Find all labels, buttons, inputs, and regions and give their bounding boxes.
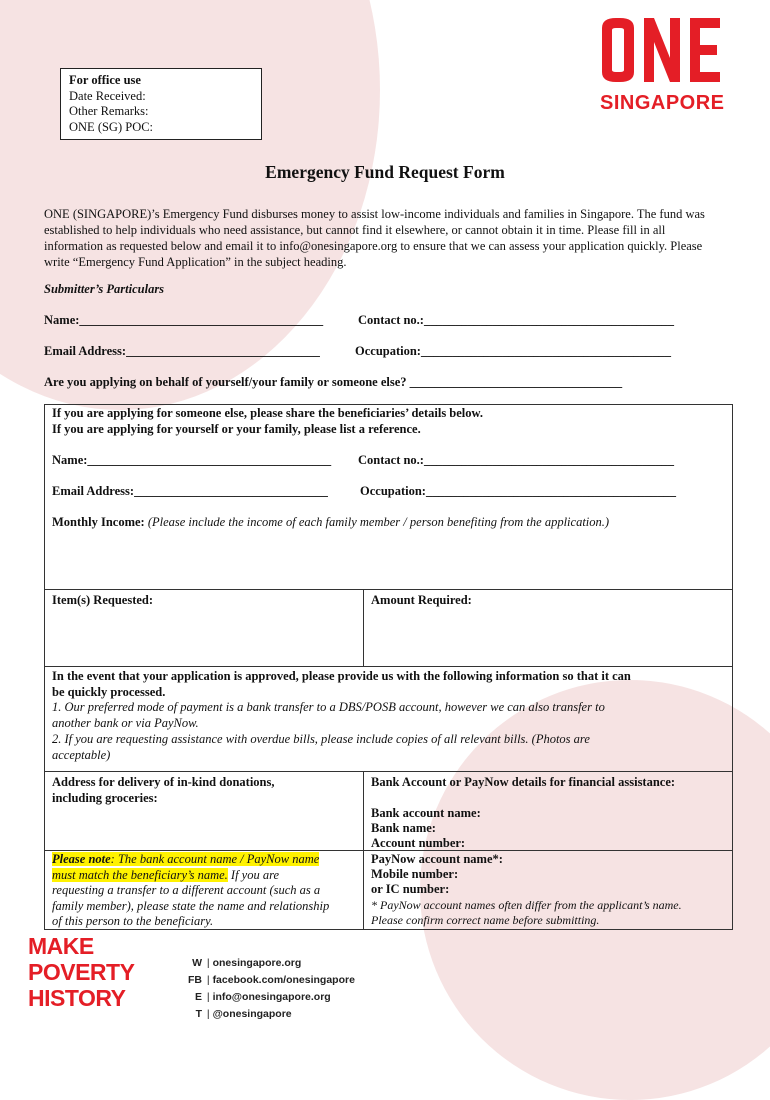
make-poverty-history-logo bbox=[28, 933, 134, 1011]
paynow-footnote-2: Please confirm correct name before submitting. bbox=[371, 913, 600, 927]
monthly-income-row[interactable] bbox=[52, 515, 609, 530]
submitter-name-field[interactable]: Name:_______________________________________ bbox=[44, 313, 324, 327]
amount-required-label: Amount Required: bbox=[371, 593, 472, 607]
form-title: Emergency Fund Request Form bbox=[265, 162, 505, 182]
beneficiary-contact-field[interactable]: Contact no.:________________________________________ bbox=[358, 453, 674, 467]
facebook-label: FB bbox=[188, 974, 202, 986]
delivery-label-1: Address for delivery of in-kind donations, bbox=[52, 775, 275, 789]
beneficiary-name-field[interactable]: Name:_______________________________________ bbox=[52, 453, 332, 467]
paynow-footnote-1: * PayNow account names often differ from the applicant’s name. bbox=[371, 898, 682, 912]
contact-email[interactable]: E | info@onesingapore.org bbox=[180, 989, 355, 1006]
please-note-highlight-2: must match the beneficiary’s name. bbox=[52, 867, 228, 882]
beneficiary-instruction-1: If you are applying for someone else, please share the beneficiaries’ details below. bbox=[52, 406, 483, 420]
email-label: E bbox=[194, 991, 202, 1003]
twitter-label: T bbox=[195, 1008, 202, 1020]
submitter-occupation-field[interactable]: Occupation:________________________________________ bbox=[355, 344, 671, 358]
make-text: MAKE bbox=[28, 933, 94, 959]
approval-line-1: In the event that your application is approved, please provide us with the following information so that it can bbox=[52, 669, 631, 683]
approval-note-1a: 1. Our preferred mode of payment is a bank transfer to a DBS/POSB account, however we can also transfer to bbox=[52, 700, 605, 714]
please-note-highlight-1: : The bank account name / PayNow name bbox=[110, 852, 320, 866]
please-note-rest-3: family member), please state the name and relationship bbox=[52, 898, 330, 913]
bank-account-name-label: Bank account name: bbox=[371, 806, 481, 820]
please-note-rest-4: of this person to the beneficiary. bbox=[52, 914, 214, 928]
beneficiary-email-field[interactable]: Email Address:_______________________________ bbox=[52, 484, 328, 498]
date-received-label: Date Received: bbox=[69, 88, 146, 103]
website-value: onesingapore.org bbox=[212, 957, 302, 969]
approval-line-2: be quickly processed. bbox=[52, 685, 166, 699]
logo-singapore-text: SINGAPORE bbox=[600, 92, 725, 114]
contact-facebook[interactable]: FB | facebook.com/onesingapore bbox=[180, 972, 355, 989]
please-note-label: Please note bbox=[52, 852, 111, 866]
contact-twitter[interactable]: T | @onesingapore bbox=[180, 1006, 355, 1023]
submitter-heading: Submitter’s Particulars bbox=[44, 282, 165, 296]
bank-name-label: Bank name: bbox=[371, 821, 436, 835]
monthly-income-label: Monthly Income: bbox=[52, 515, 145, 529]
delivery-label-2: including groceries: bbox=[52, 791, 158, 805]
website-label: W bbox=[192, 957, 202, 969]
account-number-label: Account number: bbox=[371, 836, 466, 850]
ic-number-label: or IC number: bbox=[371, 882, 450, 896]
please-note-rest-1: If you are bbox=[227, 867, 280, 882]
beneficiary-occupation-field[interactable]: Occupation:________________________________________ bbox=[360, 484, 676, 498]
contact-list bbox=[180, 955, 355, 1023]
submitter-contact-field[interactable]: Contact no.:________________________________________ bbox=[358, 313, 674, 327]
beneficiary-instruction-2: If you are applying for yourself or your family, please list a reference. bbox=[52, 422, 421, 436]
office-use-heading: For office use bbox=[69, 73, 141, 87]
monthly-income-note: (Please include the income of each family member / person benefiting from the application.) bbox=[147, 515, 610, 529]
poc-label: ONE (SG) POC: bbox=[69, 119, 154, 134]
intro-paragraph: ONE (SINGAPORE)’s Emergency Fund disburses money to assist low-income individuals and families in Singapore. The fund was established to help individuals who need assistance, but cannot find it elsewhere, or cannot obtain it in time. Please fill in all information as requested below and email it to info@onesingapore.org to ensure that we can assess your application quickly. Please write “Emergency Fund Application” in the subject heading. bbox=[44, 207, 705, 269]
please-note-text bbox=[52, 852, 358, 930]
items-requested-label: Item(s) Requested: bbox=[52, 593, 154, 607]
history-text: HISTORY bbox=[28, 985, 126, 1011]
poverty-text: POVERTY bbox=[28, 959, 135, 985]
approval-note-1b: another bank or via PayNow. bbox=[52, 716, 199, 730]
behalf-question-field[interactable]: Are you applying on behalf of yourself/your family or someone else? __________________________________ bbox=[44, 375, 623, 389]
bank-heading: Bank Account or PayNow details for financial assistance: bbox=[371, 775, 676, 789]
approval-note-2a: 2. If you are requesting assistance with overdue bills, please include copies of all relevant bills. (Photos are bbox=[52, 732, 590, 746]
approval-note-2b: acceptable) bbox=[52, 748, 111, 762]
other-remarks-label: Other Remarks: bbox=[69, 104, 149, 118]
contact-website[interactable]: W | onesingapore.org bbox=[180, 955, 355, 972]
please-note-rest-2: requesting a transfer to a different account (such as a bbox=[52, 883, 321, 897]
email-value: info@onesingapore.org bbox=[212, 991, 331, 1003]
facebook-value: facebook.com/onesingapore bbox=[212, 974, 355, 986]
paynow-name-label: PayNow account name*: bbox=[371, 852, 503, 866]
twitter-value: @onesingapore bbox=[212, 1008, 292, 1020]
mobile-number-label: Mobile number: bbox=[371, 867, 459, 881]
one-logo bbox=[598, 18, 722, 82]
submitter-email-field[interactable]: Email Address:_______________________________ bbox=[44, 344, 320, 358]
office-use-box bbox=[60, 68, 262, 140]
